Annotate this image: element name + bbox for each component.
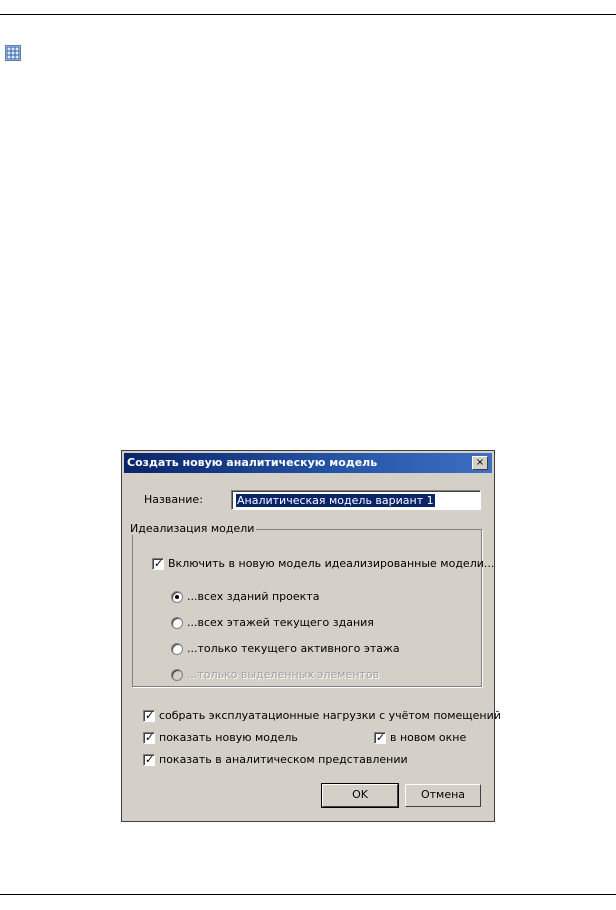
- loads-checkbox[interactable]: [143, 710, 155, 722]
- new-window-checkbox[interactable]: [374, 732, 386, 744]
- radio-all-floors[interactable]: [171, 617, 183, 629]
- new-window-label: в новом окне: [390, 731, 467, 744]
- radio-selected-elements: [171, 669, 183, 681]
- check-mark-icon: ✓: [154, 557, 164, 570]
- include-idealized-label: Включить в новую модель идеализированные модели...: [168, 557, 495, 570]
- cancel-button[interactable]: Отмена: [405, 784, 481, 807]
- show-model-label: показать новую модель: [159, 731, 298, 744]
- name-input[interactable]: [231, 490, 481, 510]
- radio-all-buildings-label: ...всех зданий проекта: [187, 590, 320, 603]
- create-analytic-model-dialog: [121, 450, 501, 822]
- radio-selected-elements-label: ...только выделенных элементов: [187, 668, 380, 681]
- radio-all-buildings[interactable]: [171, 591, 183, 603]
- check-mark-icon: ✓: [145, 731, 155, 744]
- name-input-value: Аналитическая модель вариант 1: [237, 494, 434, 507]
- idealization-group: [130, 522, 495, 687]
- radio-dot-icon: [175, 595, 179, 599]
- close-button[interactable]: ×: [472, 456, 488, 470]
- check-mark-icon: ✓: [145, 753, 155, 766]
- check-mark-icon: ✓: [376, 731, 386, 744]
- analytic-view-checkbox[interactable]: [143, 754, 155, 766]
- show-model-checkbox[interactable]: [143, 732, 155, 744]
- page-top-rule: [0, 14, 616, 15]
- radio-all-floors-label: ...всех этажей текущего здания: [187, 616, 374, 629]
- radio-active-floor-label: ...только текущего активного этажа: [187, 642, 400, 655]
- idealization-group-title: Идеализация модели: [130, 522, 255, 535]
- name-label: Название:: [144, 493, 203, 506]
- radio-active-floor[interactable]: [171, 643, 183, 655]
- ok-button[interactable]: OK: [322, 784, 398, 807]
- analytic-view-label: показать в аналитическом представлении: [159, 753, 408, 766]
- page-bottom-rule: [0, 894, 616, 895]
- analytic-model-icon: [5, 45, 21, 61]
- include-idealized-checkbox[interactable]: [152, 558, 164, 570]
- dialog-titlebar[interactable]: [124, 453, 492, 473]
- loads-label: собрать эксплуатационные нагрузки с учётом помещений: [159, 709, 501, 722]
- check-mark-icon: ✓: [145, 709, 155, 722]
- dialog-title: Создать новую аналитическую модель: [127, 456, 378, 469]
